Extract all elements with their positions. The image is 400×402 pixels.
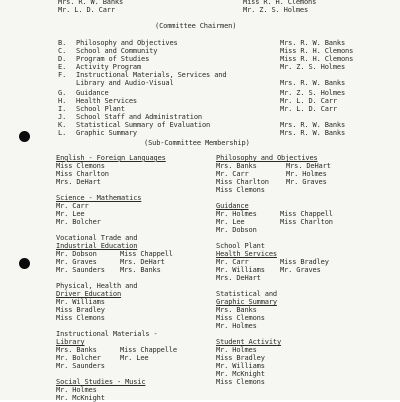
chairmen-title: School Staff and Administration (76, 113, 202, 121)
group-science (56, 194, 216, 226)
chairmen-row (58, 63, 358, 71)
member: Mr. Bolcher (56, 354, 101, 362)
chairmen-name: Mrs. R. W. Banks (280, 39, 346, 47)
member: Mr. Graves (280, 266, 321, 274)
member: Miss Clemons (216, 378, 265, 386)
chairmen-title: Philosophy and Objectives (76, 39, 178, 47)
group-instructional (56, 330, 216, 370)
subcommittee-right-column (216, 154, 386, 386)
member: Mr. Holmes (286, 170, 327, 178)
member: Mr. Lee (216, 218, 245, 226)
member: Mr. Saunders (56, 266, 105, 274)
chairmen-title: School and Community (76, 47, 158, 55)
group-title: Student Activity (216, 338, 282, 346)
chairmen-row (58, 79, 358, 89)
member: Mr. Saunders (56, 362, 105, 370)
chairmen-title: Graphic Summary (76, 129, 137, 137)
chairmen-letter: J. (58, 113, 67, 121)
chairmen-name: Mrs. R. W. Banks (280, 121, 346, 129)
member: Mr. Lee (120, 354, 149, 362)
member: Mrs. Banks (56, 346, 97, 354)
chairmen-row (58, 39, 358, 47)
chairmen-row (58, 97, 358, 105)
chairmen-row (58, 47, 358, 55)
member: Mrs. Banks (216, 162, 257, 170)
chairmen-name: Mr. L. D. Carr (280, 97, 337, 105)
group-student-activity (216, 338, 386, 386)
subcommittee-left-column (56, 154, 216, 402)
group-guidance (216, 202, 386, 234)
chairmen-title: Health Services (76, 97, 137, 105)
member-row (56, 362, 216, 370)
group-title: Instructional Materials - (56, 330, 158, 338)
member: Mr. Carr (216, 170, 249, 178)
group-title: Social Studies - Music (56, 378, 146, 386)
member-row (216, 210, 386, 218)
group-title: Vocational Trade and (56, 234, 138, 242)
chairmen-title: School Plant (76, 105, 125, 113)
member: Miss Chappell (120, 250, 173, 258)
chairmen-name: Mr. L. D. Carr (280, 105, 337, 113)
chairmen-row (58, 129, 358, 137)
member: Mrs. DeHart (286, 162, 331, 170)
group-title: Industrial Education (56, 242, 138, 250)
chairmen-row (58, 121, 358, 129)
chairmen-title: Guidance (76, 89, 109, 97)
chairmen-title: Statistical Summary of Evaluation (76, 121, 211, 129)
member: Miss Charlton (56, 170, 109, 178)
chairmen-letter: L. (58, 129, 67, 137)
group-title: Driver Education (56, 290, 122, 298)
member-row (216, 170, 386, 178)
top-name: Mr. L. D. Carr (58, 6, 115, 14)
group-title: Guidance (216, 202, 249, 210)
member-row (216, 226, 386, 234)
member: Mrs. Banks (216, 306, 257, 314)
chairmen-letter: K. (58, 121, 67, 129)
member: Mr. Holmes (216, 322, 257, 330)
chairmen-letter: E. (58, 63, 67, 71)
group-title: Statistical and (216, 290, 277, 298)
member: Miss Clemons (56, 162, 105, 170)
chairmen-name: Miss R. H. Clemons (280, 55, 354, 63)
member-row (56, 266, 216, 274)
chairmen-letter: B. (58, 39, 67, 47)
chairmen-letter: C. (58, 47, 67, 55)
chairmen-list (58, 39, 358, 137)
group-title: Physical, Health and (56, 282, 138, 290)
top-name: Mrs. R. W. Banks (58, 0, 124, 6)
group-title: English - Foreign Languages (56, 154, 166, 162)
member-row (216, 258, 386, 266)
group-physical (56, 282, 216, 322)
top-right-names (243, 0, 316, 14)
member-row (56, 250, 216, 258)
member: Mr. Holmes (216, 210, 257, 218)
member: Mr. Williams (216, 266, 265, 274)
group-title: Graphic Summary (216, 298, 277, 306)
member: Miss Charlton (280, 218, 333, 226)
member: Mrs. DeHart (120, 258, 165, 266)
chairmen-title: Library and Audio-Visual (76, 79, 174, 87)
member-row (56, 258, 216, 266)
chairmen-letter: G. (58, 89, 67, 97)
member: Mr. Dobson (56, 250, 97, 258)
member: Mr. McKnight (56, 394, 105, 402)
group-vocational (56, 234, 216, 274)
chairmen-letter: D. (58, 55, 67, 63)
member: Miss Bradley (56, 306, 105, 314)
member: Mr. Williams (56, 298, 105, 306)
member: Mr. Bolcher (56, 218, 101, 226)
member: Miss Clemons (216, 186, 265, 194)
committee-chairmen-heading: (Committee Chairmen) (155, 22, 237, 30)
chairmen-title: Instructional Materials, Services and (76, 71, 227, 79)
member: Miss Chappell (280, 210, 333, 218)
chairmen-row (58, 89, 358, 97)
member: Miss Bradley (280, 258, 329, 266)
member-row (216, 274, 386, 282)
chairmen-title: Activity Program (76, 63, 142, 71)
member: Miss Charlton (216, 178, 269, 186)
top-left-names (58, 0, 123, 14)
member: Mr. Graves (286, 178, 327, 186)
sub-committee-heading: (Sub-Committee Membership) (144, 139, 250, 147)
chairmen-row (58, 55, 358, 63)
member: Mr. Carr (216, 258, 249, 266)
member: Mr. Williams (216, 362, 265, 370)
member-row (216, 178, 386, 186)
member-row (216, 218, 386, 226)
chairmen-name: Mr. Z. S. Holmes (280, 63, 346, 71)
member-row (216, 162, 386, 170)
member: Mr. Carr (56, 202, 89, 210)
member: Mr. Holmes (216, 346, 257, 354)
group-school-plant (216, 242, 386, 282)
group-philosophy (216, 154, 386, 194)
member: Mr. Dobson (216, 226, 257, 234)
member: Miss Clemons (56, 314, 105, 322)
member: Miss Clemons (216, 314, 265, 322)
member-row (56, 346, 216, 354)
group-title: Science - Mathematics (56, 194, 142, 202)
chairmen-row (58, 71, 358, 79)
chairmen-name: Mr. Z. S. Holmes (280, 89, 346, 97)
binder-hole-bottom (19, 258, 30, 269)
group-title: Library (56, 338, 85, 346)
chairmen-row (58, 105, 358, 113)
member-row (216, 266, 386, 274)
member: Mrs. DeHart (216, 274, 261, 282)
group-title: Philosophy and Objectives (216, 154, 318, 162)
chairmen-name: Mrs. R. W. Banks (280, 129, 346, 137)
chairmen-name: Mrs. R. W. Banks (280, 79, 346, 87)
top-name: Miss R. H. Clemons (243, 0, 317, 6)
group-statistical (216, 290, 386, 330)
chairmen-letter: H. (58, 97, 67, 105)
chairmen-row (58, 113, 358, 121)
member: Mrs. DeHart (56, 178, 101, 186)
member: Mr. Holmes (56, 386, 97, 394)
member: Mr. McKnight (216, 370, 265, 378)
member-row (56, 354, 216, 362)
member: Miss Bradley (216, 354, 265, 362)
chairmen-name: Miss R. H. Clemons (280, 47, 354, 55)
member: Mr. Graves (56, 258, 97, 266)
member-row (216, 186, 386, 194)
member: Mr. Lee (56, 210, 85, 218)
member: Mrs. Banks (120, 266, 161, 274)
member: Miss Chappelle (120, 346, 177, 354)
group-social-studies (56, 378, 216, 402)
chairmen-letter: I. (58, 105, 67, 113)
binder-hole-top (19, 131, 30, 142)
group-english (56, 154, 216, 186)
chairmen-letter: F. (58, 71, 67, 79)
group-title: School Plant (216, 242, 265, 250)
chairmen-title: Program of Studies (76, 55, 150, 63)
top-name: Mr. Z. S. Holmes (243, 6, 309, 14)
group-title: Health Services (216, 250, 277, 258)
